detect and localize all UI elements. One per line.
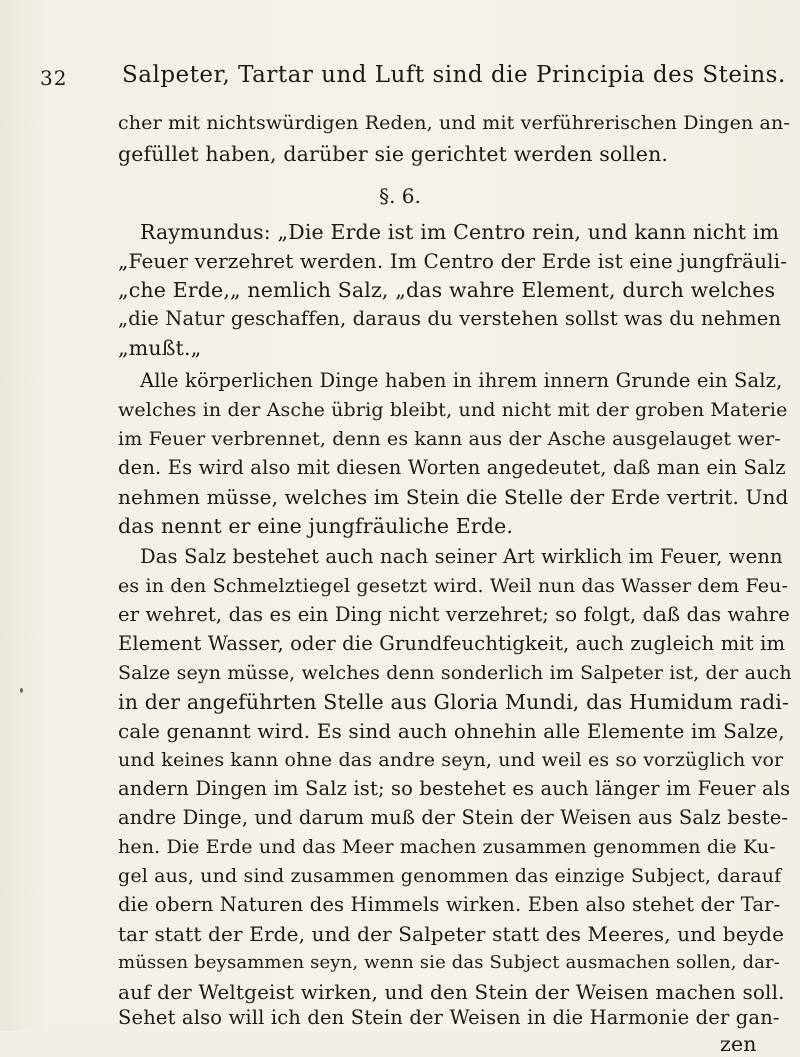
text-line: er wehret, das es ein Ding nicht verzehret; so folgt, daß das wahre bbox=[118, 603, 790, 626]
text-line: „mußt.„ bbox=[118, 336, 202, 360]
text-line: die obern Naturen des Himmels wirken. Eben also stehet der Tar- bbox=[118, 893, 781, 916]
text-line: „che Erde,„ nemlich Salz, „das wahre Element, durch welches bbox=[118, 278, 776, 302]
text-line: das nennt er eine jungfräuliche Erde. bbox=[118, 514, 514, 538]
text-line: andern Dingen im Salz ist; so bestehet es auch länger im Feuer als bbox=[118, 777, 791, 800]
body-text bbox=[0, 110, 800, 1056]
text-line: und keines kann ohne das andre seyn, und weil es so vorzüglich vor bbox=[118, 749, 784, 771]
text-line: gel aus, und sind zusammen genommen das einzige Subject, darauf bbox=[118, 865, 782, 887]
text-line: tar statt der Erde, und der Salpeter statt des Meeres, und beyde bbox=[118, 922, 785, 946]
text-line: Element Wasser, oder die Grundfeuchtigkeit, auch zugleich mit im bbox=[118, 632, 786, 655]
text-line: „Feuer verzehret werden. Im Centro der Erde ist eine jungfräuli- bbox=[118, 249, 788, 273]
text-line: „die Natur geschaffen, daraus du verstehen sollst was du nehmen bbox=[118, 307, 782, 330]
text-line: Salze seyn müsse, welches denn sonderlich im Salpeter ist, der auch bbox=[118, 662, 792, 684]
section-number: §. 6. bbox=[379, 184, 421, 208]
text-line: nehmen müsse, welches im Stein die Stelle der Erde vertrit. Und bbox=[118, 485, 789, 509]
text-line: cale genannt wird. Es sind auch ohnehin alle Elemente im Salze, bbox=[118, 719, 785, 743]
running-head bbox=[40, 56, 786, 90]
ink-mark bbox=[20, 688, 23, 693]
text-line: Das Salz bestehet auch nach seiner Art wirklich im Feuer, wenn bbox=[140, 545, 783, 568]
page-number: 32 bbox=[40, 66, 68, 90]
text-line: Alle körperlichen Dinge haben in ihrem innern Grunde ein Salz, bbox=[140, 369, 783, 392]
text-line: den. Es wird also mit diesen Worten angedeutet, daß man ein Salz bbox=[118, 456, 786, 479]
text-line: hen. Die Erde und das Meer machen zusammen genommen die Ku- bbox=[118, 836, 776, 858]
catchword: zen bbox=[720, 1032, 757, 1056]
text-line: müssen beysammen seyn, wenn sie das Subject ausmachen sollen, dar- bbox=[118, 952, 780, 973]
text-line: in der angeführten Stelle aus Gloria Mundi, das Humidum radi- bbox=[118, 690, 790, 714]
text-line: Raymundus: „Die Erde ist im Centro rein, und kann nicht im bbox=[140, 220, 780, 244]
text-line: gefüllet haben, darüber sie gerichtet werden sollen. bbox=[118, 142, 669, 166]
text-line: Sehet also will ich den Stein der Weisen in die Harmonie der gan- bbox=[118, 1006, 780, 1029]
text-line: cher mit nichtswürdigen Reden, und mit verführerischen Dingen an- bbox=[118, 112, 790, 134]
text-line: im Feuer verbrennet, denn es kann aus der Asche ausgelauget wer- bbox=[118, 428, 781, 450]
text-line: es in den Schmelztiegel gesetzt wird. Weil nun das Wasser dem Feu- bbox=[118, 575, 789, 597]
running-head-title: Salpeter, Tartar und Luft sind die Principia des Steins. bbox=[122, 62, 786, 88]
text-line: andre Dinge, und darum muß der Stein der Weisen aus Salz beste- bbox=[118, 806, 789, 829]
text-line: welches in der Asche übrig bleibt, und nicht mit der groben Materie bbox=[118, 399, 788, 421]
text-line: auf der Weltgeist wirken, und den Stein der Weisen machen soll. bbox=[118, 980, 785, 1004]
